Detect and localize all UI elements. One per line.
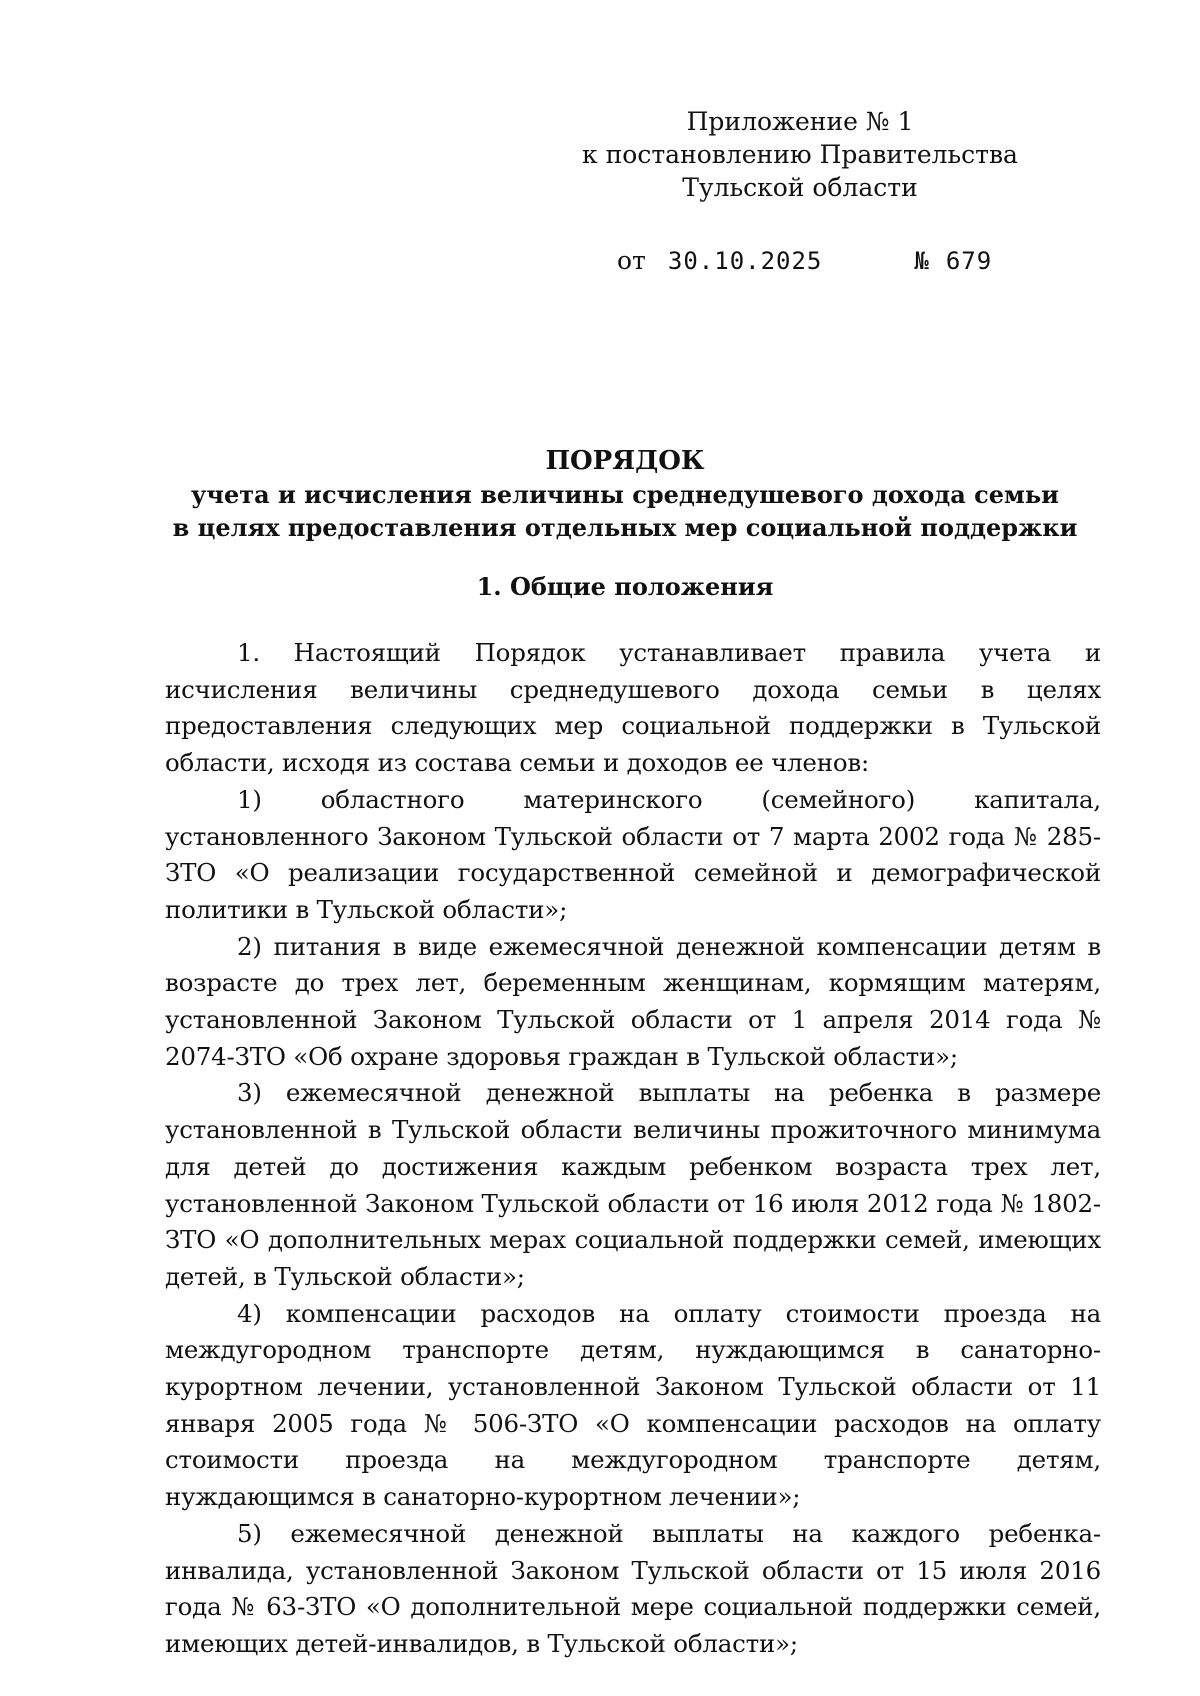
list-item-5: 5) ежемесячной денежной выплаты на каждого ребенка-инвалида, установленной Законом Тульской области от 15 июля 2016 года № 63-ЗТО «О дополнительной мере социальной поддержки семей, имеющих детей-инвалидов, в Тульской области»; xyxy=(165,1518,1101,1658)
document-subtitle xyxy=(150,478,1100,544)
list-item-1: 1) областного материнского (семейного) капитала, установленного Законом Тульской области от 7 марта 2002 года № 285-ЗТО «О реализации государственной семейной и демографической политики в Тульской области»; xyxy=(165,784,1101,924)
list-item-4: 4) компенсации расходов на оплату стоимости проезда на междугородном транспорте детям, нуждающимся в санаторно-курортном лечении, установленной Законом Тульской области от 11 января 2005 года № 506-ЗТО «О компенсации расходов на оплату стоимости проезда на междугородном транспорте детям, нуждающимся в санаторно-курортном лечении»; xyxy=(165,1298,1101,1512)
list-item-3: 3) ежемесячной денежной выплаты на ребенка в размере установленной в Тульской области величины прожиточного минимума для детей до достижения каждым ребенком возраста трех лет, установленной Законом Тульской области от 16 июля 2012 года № 1802-ЗТО «О дополнительных мерах социальной поддержки семей, имеющих детей, в Тульской области»; xyxy=(165,1078,1101,1291)
document-title: ПОРЯДОК xyxy=(545,446,705,476)
document-body xyxy=(165,635,1101,1663)
paragraph-1: 1. Настоящий Порядок устанавливает правила учета и исчисления величины среднедушевого дохода семьи в целях предоставления следующих мер социальной поддержки в Тульской области, исходя из состава семьи и доходов ее членов: xyxy=(165,638,1101,778)
appendix-number: Приложение № 1 xyxy=(686,107,914,136)
registration-prefix: от xyxy=(617,246,646,275)
appendix-region: Тульской области xyxy=(682,173,918,202)
list-item-2: 2) питания в виде ежемесячной денежной компенсации детям в возрасте до трех лет, беременным женщинам, кормящим матерям, установленной Законом Тульской области от 1 апреля 2014 года № 2074-ЗТО «Об охране здоровья граждан в Тульской области»; xyxy=(165,931,1101,1071)
appendix-resolution-ref: к постановлению Правительства xyxy=(582,140,1018,169)
section-title: 1. Общие положения xyxy=(476,572,774,601)
registration-line xyxy=(617,246,992,276)
document-subtitle-line-2: в целях предоставления отдельных мер социальной поддержки xyxy=(172,513,1078,542)
registration-number-sign: № xyxy=(914,247,930,275)
registration-date: 30.10.2025 xyxy=(667,247,823,275)
registration-number: 679 xyxy=(945,247,993,275)
document-subtitle-line-1: учета и исчисления величины среднедушевого дохода семьи xyxy=(191,480,1059,509)
appendix-header xyxy=(560,105,1040,204)
